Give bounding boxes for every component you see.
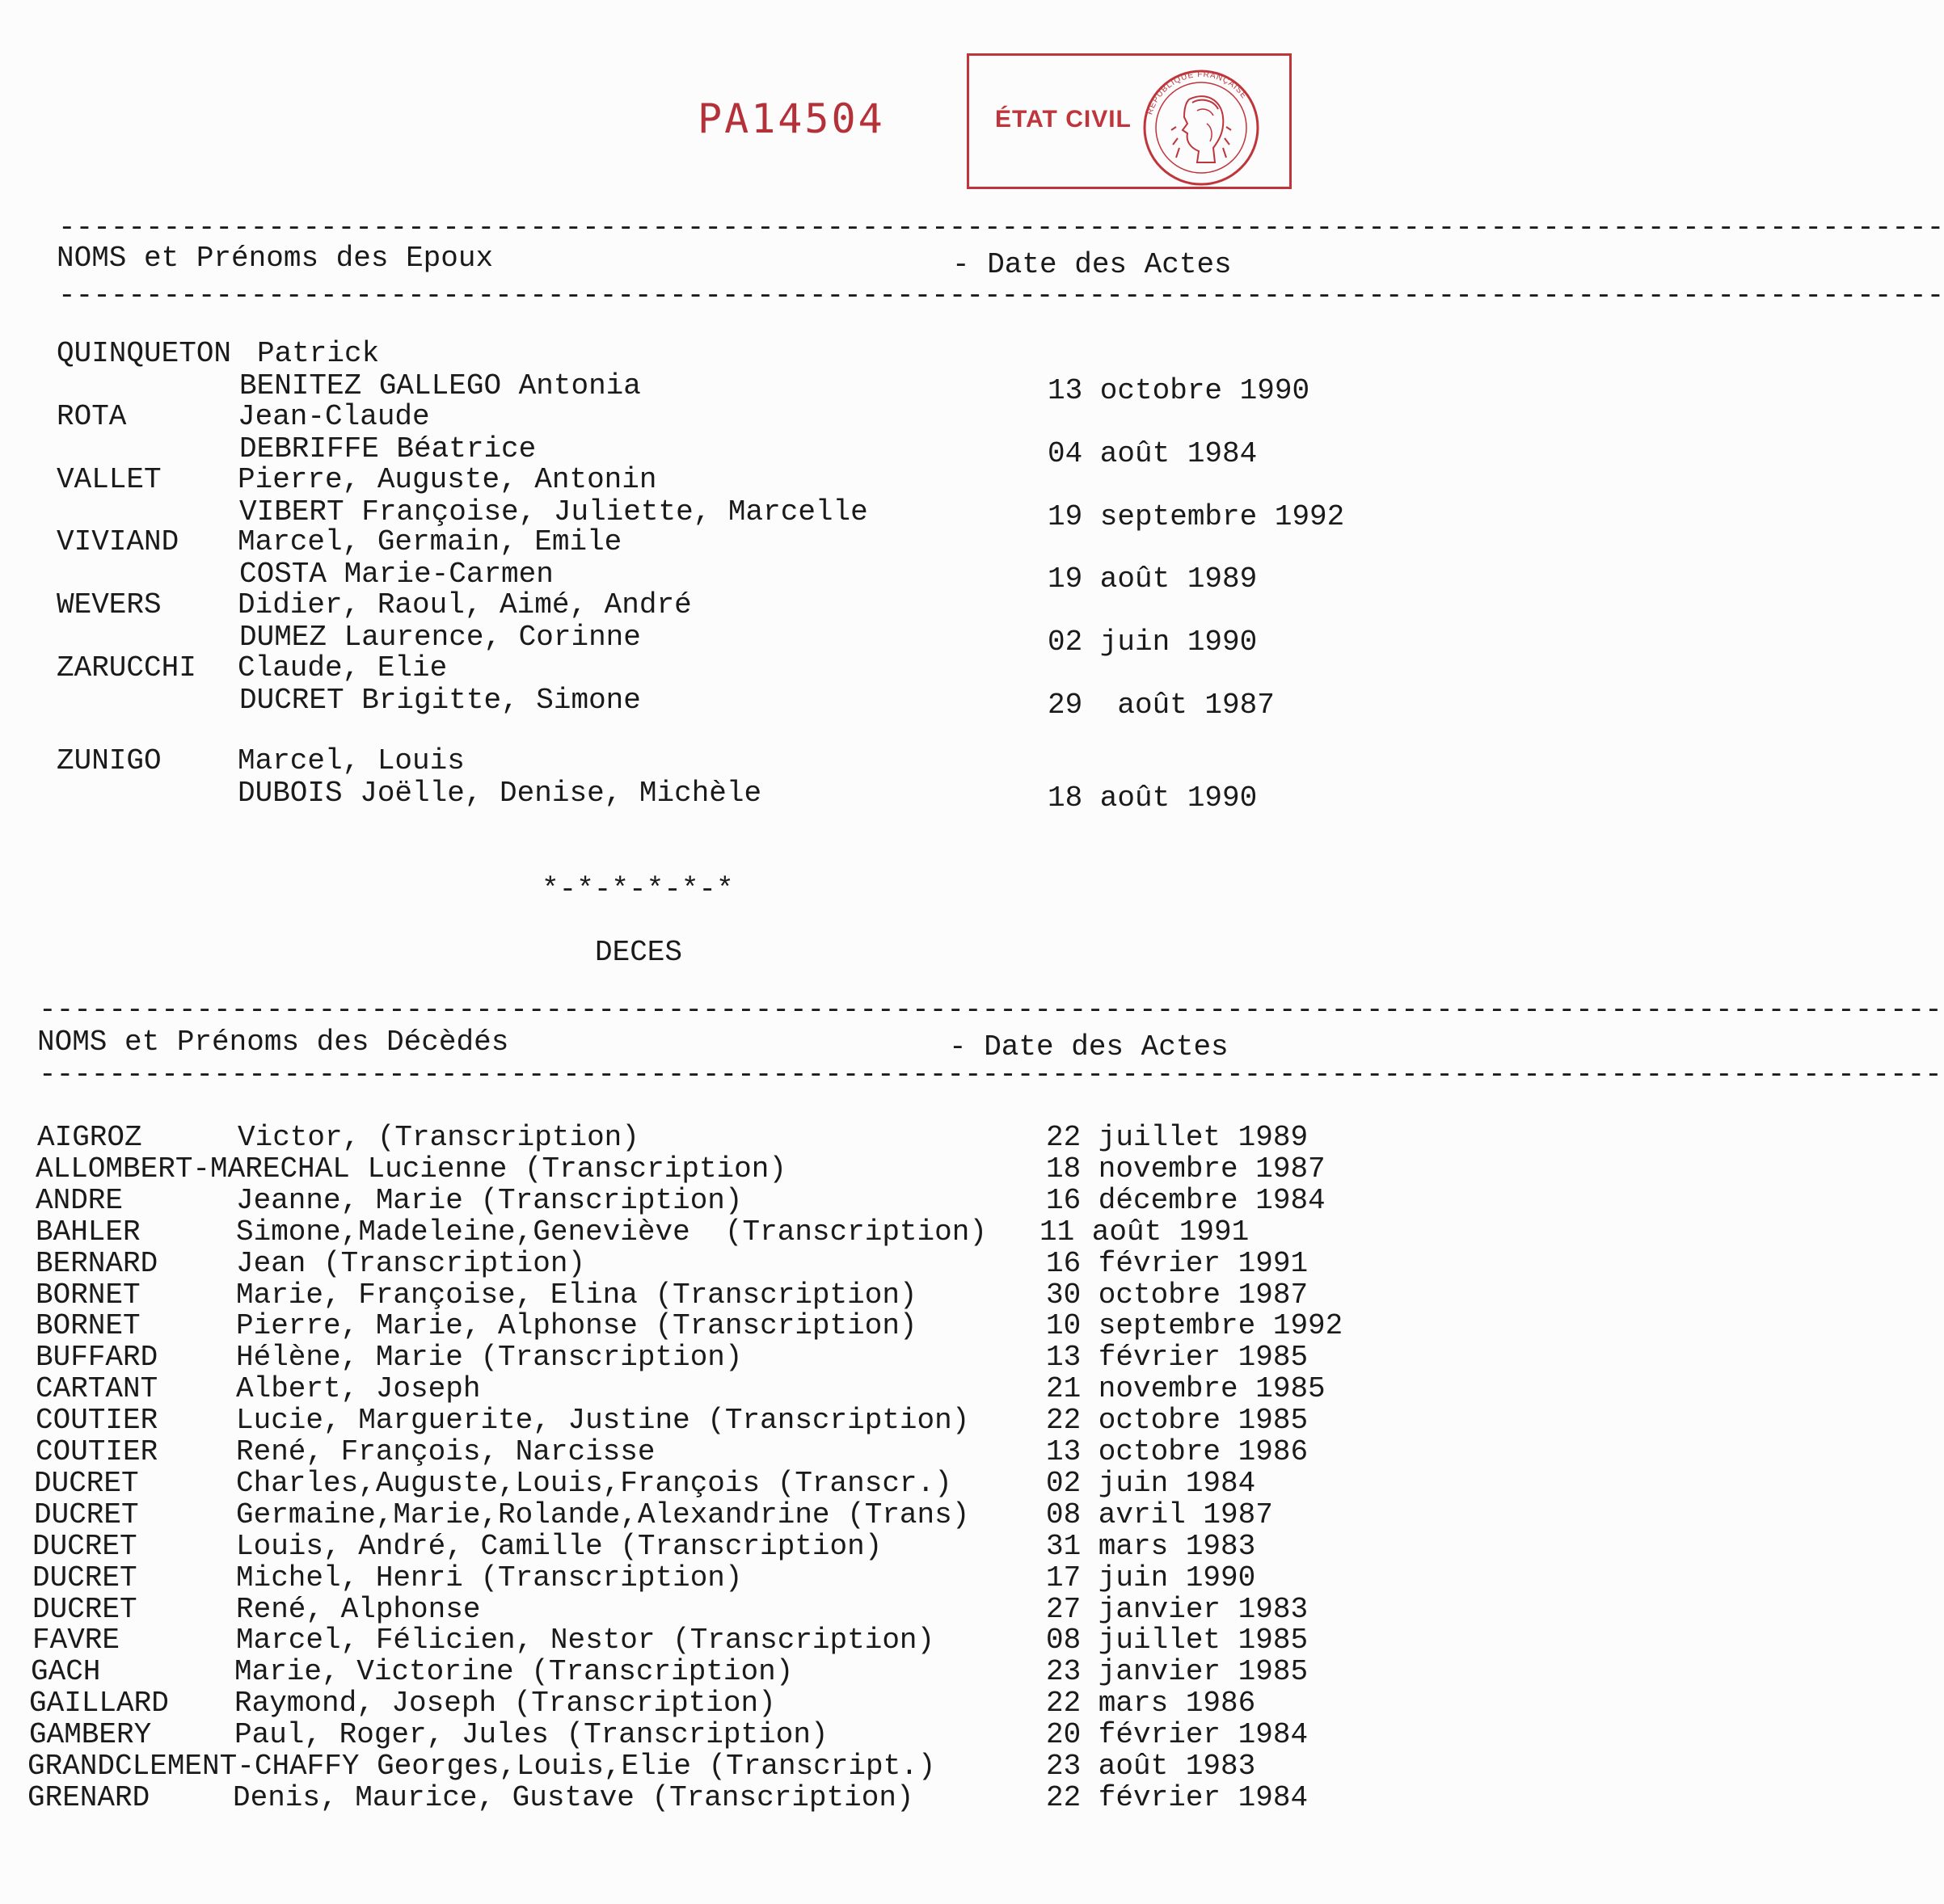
marriage-date: 29 août 1987 — [1048, 689, 1275, 722]
marriage-groom: Marcel, Louis — [238, 744, 465, 777]
death-given-names: Pierre, Marie, Alphonse (Transcription) — [236, 1309, 917, 1343]
death-date: 31 mars 1983 — [1046, 1529, 1256, 1563]
death-entry — [0, 1216, 1392, 1249]
death-date: 23 janvier 1985 — [1046, 1655, 1309, 1689]
marriages-header-left: NOMS et Prénoms des Epoux — [57, 242, 494, 275]
death-surname: ANDRE — [36, 1183, 124, 1217]
death-entry — [0, 1499, 1392, 1531]
reference-number: PA14504 — [698, 95, 885, 142]
death-given-names: Marie, Françoise, Elina (Transcription) — [236, 1278, 917, 1312]
marriage-groom: Pierre, Auguste, Antonin — [238, 463, 657, 496]
death-date: 17 juin 1990 — [1046, 1561, 1256, 1594]
marriage-bride: VIBERT Françoise, Juliette, Marcelle — [239, 495, 868, 529]
marriage-bride: DUCRET Brigitte, Simone — [239, 684, 641, 717]
marriage-date: 19 septembre 1992 — [1048, 500, 1345, 533]
marriage-bride: DUBOIS Joëlle, Denise, Michèle — [238, 777, 762, 810]
deaths-header-left: NOMS et Prénoms des Décèdés — [37, 1026, 509, 1059]
death-surname: BORNET — [36, 1278, 141, 1312]
death-name-line — [27, 1750, 935, 1783]
death-given-names: Albert, Joseph — [236, 1372, 481, 1406]
svg-text:RÉPUBLIQUE FRANÇAISE: RÉPUBLIQUE FRANÇAISE — [1145, 70, 1249, 116]
death-given-names: Georges,Louis,Elie (Transcript.) — [377, 1750, 936, 1783]
death-surname: DUCRET — [32, 1529, 137, 1563]
death-surname: AIGROZ — [37, 1121, 142, 1154]
rule-deaths-top: ------------------------------------------------------------------------------------------------------------- — [39, 993, 1942, 1026]
marriage-groom: Patrick — [257, 337, 380, 370]
death-entry — [0, 1279, 1392, 1312]
marriage-entry — [0, 651, 1392, 722]
death-given-names: René, François, Narcisse — [236, 1435, 656, 1468]
death-date: 11 août 1991 — [1039, 1215, 1250, 1249]
rule-top: ------------------------------------------------------------------------------------------------------------ — [58, 211, 1944, 244]
death-surname: BAHLER — [36, 1215, 141, 1249]
death-date: 18 novembre 1987 — [1046, 1152, 1326, 1186]
death-date: 13 octobre 1986 — [1046, 1435, 1309, 1468]
death-entry — [0, 1436, 1392, 1468]
marriage-groom: Marcel, Germain, Emile — [238, 525, 622, 558]
death-surname: DUCRET — [32, 1561, 137, 1594]
death-surname: FAVRE — [32, 1624, 120, 1658]
death-date: 30 octobre 1987 — [1046, 1278, 1309, 1312]
death-given-names: Louis, André, Camille (Transcription) — [236, 1529, 883, 1563]
death-given-names: Raymond, Joseph (Transcription) — [234, 1687, 776, 1721]
death-given-names: René, Alphonse — [236, 1592, 481, 1626]
marriage-surname: WEVERS — [57, 588, 162, 621]
marriage-date: 19 août 1989 — [1048, 562, 1258, 596]
marriage-date: 13 octobre 1990 — [1048, 374, 1310, 407]
death-date: 21 novembre 1985 — [1046, 1372, 1326, 1406]
death-given-names: Jean (Transcription) — [236, 1246, 586, 1280]
death-entry — [0, 1405, 1392, 1437]
marriage-surname: ROTA — [57, 400, 127, 433]
death-entry — [0, 1719, 1392, 1751]
death-surname: BORNET — [36, 1309, 141, 1343]
death-surname: COUTIER — [36, 1435, 158, 1468]
death-entry — [0, 1562, 1392, 1594]
death-given-names: Paul, Roger, Jules (Transcription) — [234, 1718, 829, 1752]
death-given-names: Germaine,Marie,Rolande,Alexandrine (Trans) — [236, 1498, 970, 1531]
death-entry — [0, 1468, 1392, 1500]
death-surname: BERNARD — [36, 1246, 158, 1280]
death-given-names: Simone,Madeleine,Geneviève (Transcription) — [236, 1215, 987, 1249]
marriage-entry — [0, 525, 1392, 596]
death-given-names: Lucie, Marguerite, Justine (Transcription) — [236, 1404, 970, 1438]
death-entry — [0, 1342, 1392, 1374]
death-given-names: Denis, Maurice, Gustave (Transcription) — [233, 1780, 914, 1814]
death-surname: GRENARD — [27, 1780, 150, 1814]
marriage-groom: Jean-Claude — [238, 400, 430, 433]
death-entry — [0, 1185, 1392, 1217]
death-surname: GAMBERY — [29, 1718, 152, 1752]
death-entry — [0, 1122, 1392, 1154]
etat-civil-stamp — [967, 53, 1292, 189]
marriage-date: 02 juin 1990 — [1048, 626, 1258, 659]
death-surname: ALLOMBERT-MARECHAL — [36, 1152, 350, 1186]
marriage-date: 04 août 1984 — [1048, 437, 1258, 470]
marriage-date: 18 août 1990 — [1048, 781, 1258, 815]
deaths-header-right: - Date des Actes — [949, 1030, 1229, 1064]
death-date: 27 janvier 1983 — [1046, 1592, 1309, 1626]
death-surname: CARTANT — [36, 1372, 158, 1406]
death-date: 10 septembre 1992 — [1046, 1309, 1343, 1343]
marriage-surname: QUINQUETON — [57, 337, 232, 370]
death-entry — [0, 1687, 1392, 1720]
marriage-surname: ZUNIGO — [57, 744, 162, 777]
deaths-title: DECES — [595, 936, 683, 969]
marriage-bride: COSTA Marie-Carmen — [239, 558, 554, 591]
death-given-names: Jeanne, Marie (Transcription) — [236, 1183, 743, 1217]
death-date: 23 août 1983 — [1046, 1750, 1256, 1783]
death-surname: GRANDCLEMENT-CHAFFY — [27, 1750, 360, 1783]
marriage-groom: Didier, Raoul, Aimé, André — [238, 588, 692, 621]
marriage-entry — [0, 744, 1392, 815]
death-entry — [0, 1750, 1392, 1783]
marriage-bride: DUMEZ Laurence, Corinne — [239, 621, 641, 654]
death-entry — [0, 1531, 1392, 1563]
death-name-line — [36, 1153, 786, 1186]
death-date: 16 décembre 1984 — [1046, 1183, 1326, 1217]
death-entry — [0, 1656, 1392, 1688]
death-date: 22 mars 1986 — [1046, 1687, 1256, 1721]
death-surname: DUCRET — [34, 1498, 139, 1531]
seal-ring-text — [1141, 67, 1262, 188]
death-date: 22 octobre 1985 — [1046, 1404, 1309, 1438]
marriage-groom: Claude, Elie — [238, 651, 448, 685]
death-surname: GACH — [31, 1655, 101, 1689]
death-entry — [0, 1248, 1392, 1280]
death-given-names: Charles,Auguste,Louis,François (Transcr.) — [236, 1466, 952, 1500]
death-given-names: Hélène, Marie (Transcription) — [236, 1341, 743, 1375]
death-date: 02 juin 1984 — [1046, 1466, 1256, 1500]
death-date: 08 avril 1987 — [1046, 1498, 1273, 1531]
stamp-label: ÉTAT CIVIL — [995, 106, 1132, 133]
marriage-entry — [0, 337, 1392, 407]
death-entry — [0, 1782, 1392, 1814]
marriage-surname: VIVIAND — [57, 525, 179, 558]
death-date: 20 février 1984 — [1046, 1718, 1309, 1752]
death-given-names: Marcel, Félicien, Nestor (Transcription) — [236, 1624, 935, 1658]
death-surname: GAILLARD — [29, 1687, 169, 1721]
death-date: 22 février 1984 — [1046, 1780, 1309, 1814]
marriage-surname: ZARUCCHI — [57, 651, 196, 685]
marriage-bride: BENITEZ GALLEGO Antonia — [239, 369, 641, 402]
death-surname: BUFFARD — [36, 1341, 158, 1375]
death-given-names: Victor, (Transcription) — [238, 1121, 639, 1154]
death-given-names: Lucienne (Transcription) — [367, 1152, 786, 1186]
death-entry — [0, 1624, 1392, 1657]
death-entry — [0, 1594, 1392, 1626]
marriage-bride: DEBRIFFE Béatrice — [239, 432, 537, 465]
death-entry — [0, 1310, 1392, 1342]
marriages-header-right: - Date des Actes — [952, 248, 1232, 281]
death-date: 13 février 1985 — [1046, 1341, 1309, 1375]
death-date: 08 juillet 1985 — [1046, 1624, 1309, 1658]
rule-under-header: ------------------------------------------------------------------------------------------------------------ — [58, 279, 1944, 312]
section-separator: *-*-*-*-*-* — [542, 873, 734, 906]
death-entry — [0, 1153, 1392, 1186]
marriage-entry — [0, 463, 1392, 533]
marriage-entry — [0, 588, 1392, 659]
marriage-entry — [0, 400, 1392, 470]
death-entry — [0, 1373, 1392, 1405]
death-surname: DUCRET — [34, 1466, 139, 1500]
rule-deaths-under-header: ------------------------------------------------------------------------------------------------------------- — [39, 1058, 1942, 1091]
death-date: 22 juillet 1989 — [1046, 1121, 1309, 1154]
death-given-names: Michel, Henri (Transcription) — [236, 1561, 743, 1594]
death-surname: COUTIER — [36, 1404, 158, 1438]
marriage-surname: VALLET — [57, 463, 162, 496]
death-given-names: Marie, Victorine (Transcription) — [234, 1655, 794, 1689]
death-date: 16 février 1991 — [1046, 1246, 1309, 1280]
death-surname: DUCRET — [32, 1592, 137, 1626]
